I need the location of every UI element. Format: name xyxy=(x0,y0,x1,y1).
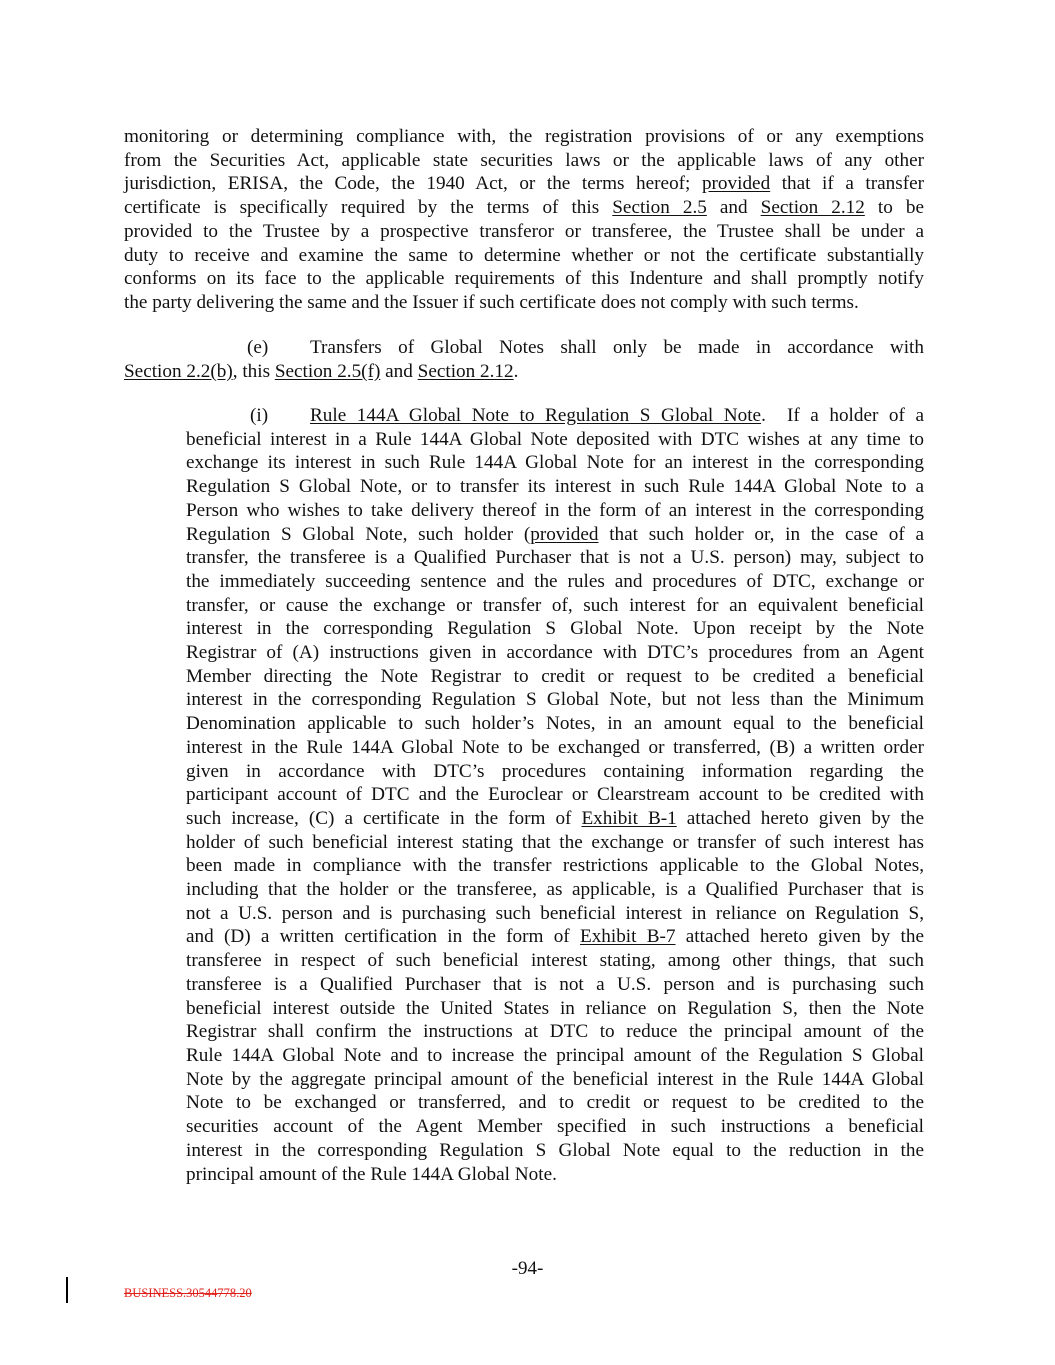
text-fragment: such increase, (C) a certificate in the form of xyxy=(186,807,582,829)
paragraph-d-line xyxy=(124,196,924,220)
paragraph-i-line-1 xyxy=(186,404,924,428)
paragraph-d-line: the party delivering the same and the Issuer if such certificate does not comply with such terms. xyxy=(124,291,859,313)
paragraph-i-heading: Rule 144A Global Note to Regulation S Global Note xyxy=(310,405,762,426)
paragraph-i-line: interest in the corresponding Regulation S Global Note, but not less than the Minimum xyxy=(186,689,924,711)
paragraph-i-line: interest in the corresponding Regulation S Global Note. Upon receipt by the Note xyxy=(186,618,924,640)
paragraph-i-line xyxy=(186,523,924,547)
paragraph-i-line xyxy=(186,925,924,949)
paragraph-i-line: beneficial interest outside the United States in reliance on Regulation S, then the Note xyxy=(186,997,924,1019)
text-fragment: attached hereto given by the xyxy=(676,807,924,829)
paragraph-i-line: given in accordance with DTC’s procedures containing information regarding the xyxy=(186,760,924,782)
text-fragment: and xyxy=(380,360,418,382)
paragraph-e-label: (e) xyxy=(247,337,269,358)
paragraph-i-line: beneficial interest in a Rule 144A Global Note deposited with DTC wishes at any time to xyxy=(186,428,924,450)
paragraph-i-line: Rule 144A Global Note and to increase the principal amount of the Regulation S Global xyxy=(186,1044,924,1066)
paragraph-i-line: the immediately succeeding sentence and the rules and procedures of DTC, exchange or xyxy=(186,570,924,592)
paragraph-i-line: transferee is a Qualified Purchaser that is not a U.S. person and is purchasing such xyxy=(186,973,924,995)
paragraph-i-line: Note by the aggregate principal amount of the beneficial interest in the Rule 144A Global xyxy=(186,1068,924,1090)
paragraph-i-line: interest in the corresponding Regulation S Global Note equal to the reduction in the xyxy=(186,1139,924,1161)
text-fragment: . xyxy=(513,360,519,382)
section-2-12-link[interactable]: Section 2.12 xyxy=(760,197,865,219)
paragraph-i-line: holder of such beneficial interest stating that the exchange or transfer of such interest has xyxy=(186,831,924,853)
text-fragment: that if a transfer xyxy=(770,173,925,195)
section-2-2b-link[interactable]: Section 2.2(b) xyxy=(124,360,233,382)
paragraph-i-line: interest in the Rule 144A Global Note to be exchanged or transferred, (B) a written order xyxy=(186,736,924,758)
text-fragment: to be xyxy=(864,197,924,219)
paragraph-i xyxy=(186,404,924,1186)
paragraph-i-line: including that the holder or the transferee, as applicable, is a Qualified Purchaser that is xyxy=(186,879,924,901)
provided-term[interactable]: provided xyxy=(530,523,599,545)
provided-term[interactable]: provided xyxy=(701,173,771,195)
paragraph-i-label: (i) xyxy=(250,405,269,426)
section-2-5f-link[interactable]: Section 2.5(f) xyxy=(274,360,381,382)
paragraph-e xyxy=(124,336,924,383)
paragraph-i-line: been made in compliance with the transfer restrictions applicable to the Global Notes, xyxy=(186,855,924,877)
section-2-5-link[interactable]: Section 2.5 xyxy=(612,197,707,219)
text-fragment: , this xyxy=(232,360,275,382)
document-id-deleted: BUSINESS.30544778.20 xyxy=(124,1286,252,1300)
paragraph-e-text: Transfers of Global Notes shall only be made in accordance with xyxy=(310,337,924,358)
paragraph-i-line: transfer, or cause the exchange or transfer of, such interest for an equivalent beneficial xyxy=(186,594,924,616)
text-fragment: and (D) a written certification in the form of xyxy=(186,926,580,948)
paragraph-i-line: securities account of the Agent Member specified in such instructions a beneficial xyxy=(186,1116,924,1138)
paragraph-i-line: Denomination applicable to such holder’s Notes, in an amount equal to the beneficial xyxy=(186,713,924,735)
paragraph-i-line: Person who wishes to take delivery thereof in the form of an interest in the corresponding xyxy=(186,499,924,521)
paragraph-d-line: from the Securities Act, applicable state securities laws or the applicable laws of any other xyxy=(124,149,924,171)
section-2-12-link[interactable]: Section 2.12 xyxy=(417,360,514,382)
text-fragment: . If a holder of a xyxy=(761,405,924,426)
paragraph-d-line: monitoring or determining compliance with, the registration provisions of or any exemptions xyxy=(124,126,924,147)
text-fragment: and xyxy=(706,197,761,219)
paragraph-i-line: exchange its interest in such Rule 144A Global Note for an interest in the corresponding xyxy=(186,452,924,474)
paragraph-e-line-2 xyxy=(124,360,924,384)
paragraph-d-line: provided to the Trustee by a prospective transferor or transferee, the Trustee shall be under a xyxy=(124,220,924,242)
paragraph-i-line: transfer, the transferee is a Qualified Purchaser that is not a U.S. person) may, subject to xyxy=(186,547,924,569)
paragraph-d-line: duty to receive and examine the same to determine whether or not the certificate substantially xyxy=(124,244,924,266)
text-fragment: attached hereto given by the xyxy=(675,926,924,948)
paragraph-i-line xyxy=(186,807,924,831)
paragraph-i-line: not a U.S. person and is purchasing such beneficial interest in reliance on Regulation S, xyxy=(186,902,924,924)
page-number: -94- xyxy=(511,1258,544,1279)
paragraph-d-line xyxy=(124,172,924,196)
exhibit-b-7-link[interactable]: Exhibit B-7 xyxy=(579,926,676,948)
text-fragment: that such holder or, in the case of a xyxy=(598,523,925,545)
exhibit-b-1-link[interactable]: Exhibit B-1 xyxy=(581,807,677,829)
paragraph-i-line: Regulation S Global Note, or to transfer its interest in such Rule 144A Global Note to a xyxy=(186,476,924,498)
paragraph-i-line: transferee in respect of such beneficial interest stating, among other things, that such xyxy=(186,950,924,972)
text-fragment: certificate is specifically required by the terms of this xyxy=(124,197,613,219)
text-fragment: Regulation S Global Note, such holder ( xyxy=(186,523,531,545)
paragraph-e-line-1 xyxy=(124,336,924,360)
paragraph-i-line: principal amount of the Rule 144A Global Note. xyxy=(186,1163,557,1185)
revision-change-bar xyxy=(66,1277,68,1303)
paragraph-i-line: Registrar shall confirm the instructions at DTC to reduce the principal amount of the xyxy=(186,1021,924,1043)
paragraph-d-line: conforms on its face to the applicable requirements of this Indenture and shall promptly notify xyxy=(124,268,924,290)
paragraph-i-line: Member directing the Note Registrar to credit or request to be credited a beneficial xyxy=(186,665,924,687)
paragraph-i-line: Registrar of (A) instructions given in accordance with DTC’s procedures from an Agent xyxy=(186,642,924,664)
paragraph-i-line: participant account of DTC and the Euroclear or Clearstream account to be credited with xyxy=(186,784,924,806)
paragraph-i-line: Note to be exchanged or transferred, and to credit or request to be credited to the xyxy=(186,1092,924,1114)
paragraph-d-continuation xyxy=(124,125,924,315)
text-fragment: jurisdiction, ERISA, the Code, the 1940 Act, or the terms hereof; xyxy=(124,173,702,195)
